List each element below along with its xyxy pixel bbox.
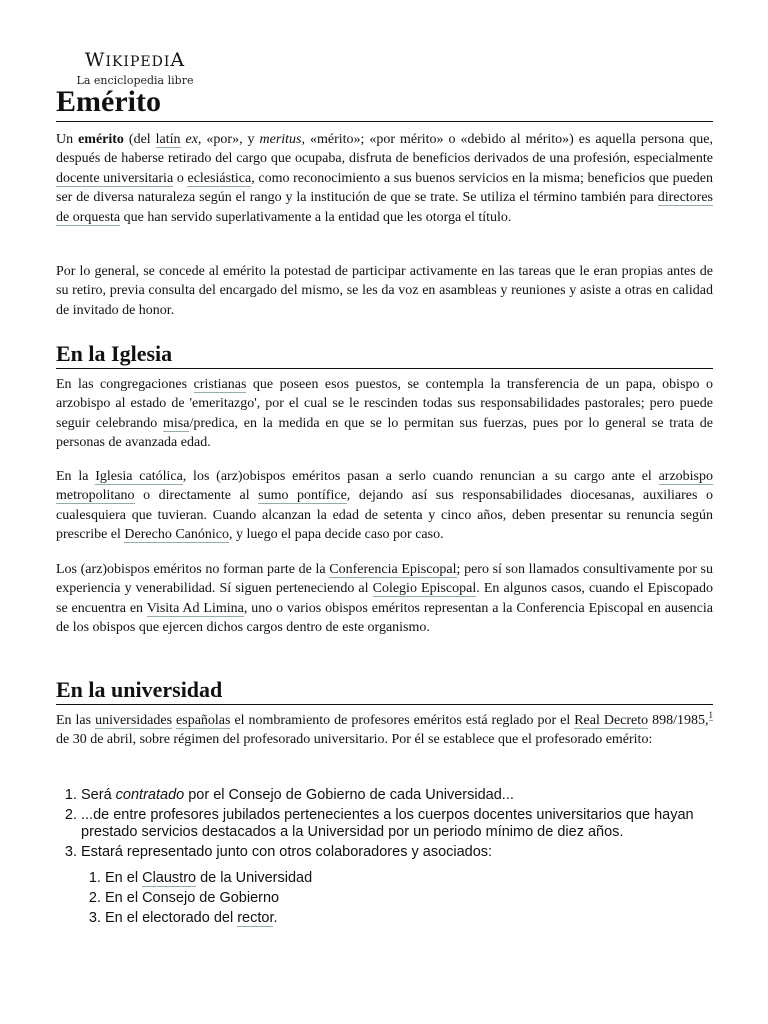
iglesia-paragraph-1: En las congregaciones cristianas que poseen esos puestos, se contempla la transferencia de un papa, obispo o arzobispo al estado de 'emeritazgo', por el cual se le rescinden todas sus responsabilidades pastorales; pero puede seguir celebrando misa/predica, en la medida en que se lo permitan sus fuerzas, pues por lo general se trata de personas de avanzada edad. (56, 377, 714, 451)
link-latin[interactable]: latín (155, 132, 181, 147)
link-sumo-pontifice[interactable]: sumo pontífice (258, 488, 347, 504)
link-directores-de-orquesta[interactable]: directores de orquesta (56, 190, 713, 225)
link-real-decreto[interactable]: Real Decreto (574, 713, 649, 728)
section-heading-universidad: En la universidad (56, 676, 713, 705)
link-docente-universitaria[interactable]: docente universitaria (56, 170, 174, 186)
link-eclesiastica[interactable]: eclesiástica (187, 170, 252, 186)
page-title: Emérito (56, 84, 713, 122)
link-colegio-episcopal[interactable]: Colegio Episcopal (372, 581, 477, 597)
logo-tagline: La enciclopedia libre (76, 74, 194, 87)
link-espanolas[interactable]: españolas (176, 713, 231, 728)
list-item: 3. En el electorado del rector. (105, 910, 713, 927)
list-item: 2. En el Consejo de Gobierno (105, 890, 713, 907)
intro-paragraph-2: Por lo general, se concede al emérito la potestad de participar activamente en las tareas que le eran propias antes de su retiro, previa consulta del encargado del mismo, se les da voz en asambleas y reuniones y asiste a otras en calidad de invitado de honor. (56, 264, 713, 318)
logo-wordmark: WIKIPEDIA (84, 49, 186, 71)
link-rector[interactable]: rector (237, 910, 274, 926)
universidad-paragraph-1: En las universidades españolas el nombramiento de profesores eméritos está reglado por el Real Decreto 898/1985,$^1$ de 30 de abril, sobre régimen del profesorado universitario. Por él se establece que el profesorado emérito: (56, 710, 714, 748)
wikipedia-logo[interactable] (76, 50, 194, 87)
list-item: 2. ...de entre profesores jubilados pertenecientes a los cuerpos docentes universitarios que hayan prestado servicios destacados a la Universidad por un periodo mínimo de diez años. (81, 807, 713, 841)
link-derecho-canonico[interactable]: Derecho Canónico (124, 527, 229, 543)
iglesia-paragraph-2: En la Iglesia católica, los (arz)obispos eméritos pasan a serlo cuando renuncian a su cargo ante el arzobispo metropolitano o directamente al sumo pontífice, dejando así sus responsabilidades diocesanas, auxiliares o cualesquiera que tuvieran. Cuando alcanzan la edad de setenta y cinco años, deben presentar su renuncia según prescribe el Derecho Canónico, y luego el papa decide caso por caso. (56, 469, 714, 543)
representation-sublist (80, 870, 713, 930)
iglesia-paragraph-3: Los (arz)obispos eméritos no forman parte de la Conferencia Episcopal; pero sí son llamados consultivamente por su experiencia y venerabilidad. Sí siguen perteneciendo al Colegio Episcopal. En algunos casos, cuando el Episcopado se encuentra en Visita Ad Limina, uno o varios obispos eméritos representan a la Conferencia Episcopal en ausencia de los obispos que ejercen dichos cargos dentro de este organismo. (56, 562, 713, 636)
link-iglesia-catolica[interactable]: Iglesia católica (95, 469, 183, 484)
list-item: 1. Será contratado por el Consejo de Gobierno de cada Universidad... (81, 787, 713, 804)
link-visita-ad-limina[interactable]: Visita Ad Limina (146, 600, 244, 616)
list-item: 3. Estará representado junto con otros colaboradores y asociados: (81, 844, 713, 861)
link-universidades[interactable]: universidades (95, 713, 173, 728)
emeritus-list (56, 787, 713, 864)
link-claustro[interactable]: Claustro (142, 870, 197, 886)
link-arzobispo-metropolitano[interactable]: arzobispo metropolitano (56, 469, 714, 504)
link-misa[interactable]: misa (163, 415, 190, 431)
list-item: 1. En el Claustro de la Universidad (105, 870, 713, 887)
section-heading-iglesia: En la Iglesia (56, 340, 713, 369)
link-cristianas[interactable]: cristianas (193, 377, 247, 392)
link-conferencia-episcopal[interactable]: Conferencia Episcopal (329, 562, 457, 577)
footnote-1[interactable]: 1 (708, 710, 714, 720)
intro-paragraph-1: Un emérito (del latín ex, «por», y meritus, «mérito»; «por mérito» o «debido al mérito») es aquella persona que, después de haberse retirado del cargo que ocupaba, disfruta de beneficios derivados de una profesión, especialmente docente universitaria o eclesiástica, como reconocimiento a sus buenos servicios en la misma; beneficios que pueden ser de diversa naturaleza según el rango y la institución de que se trate. Se utiliza el término también para directores de orquesta que han servido superlativamente a la entidad que les otorga el título. (56, 132, 714, 225)
